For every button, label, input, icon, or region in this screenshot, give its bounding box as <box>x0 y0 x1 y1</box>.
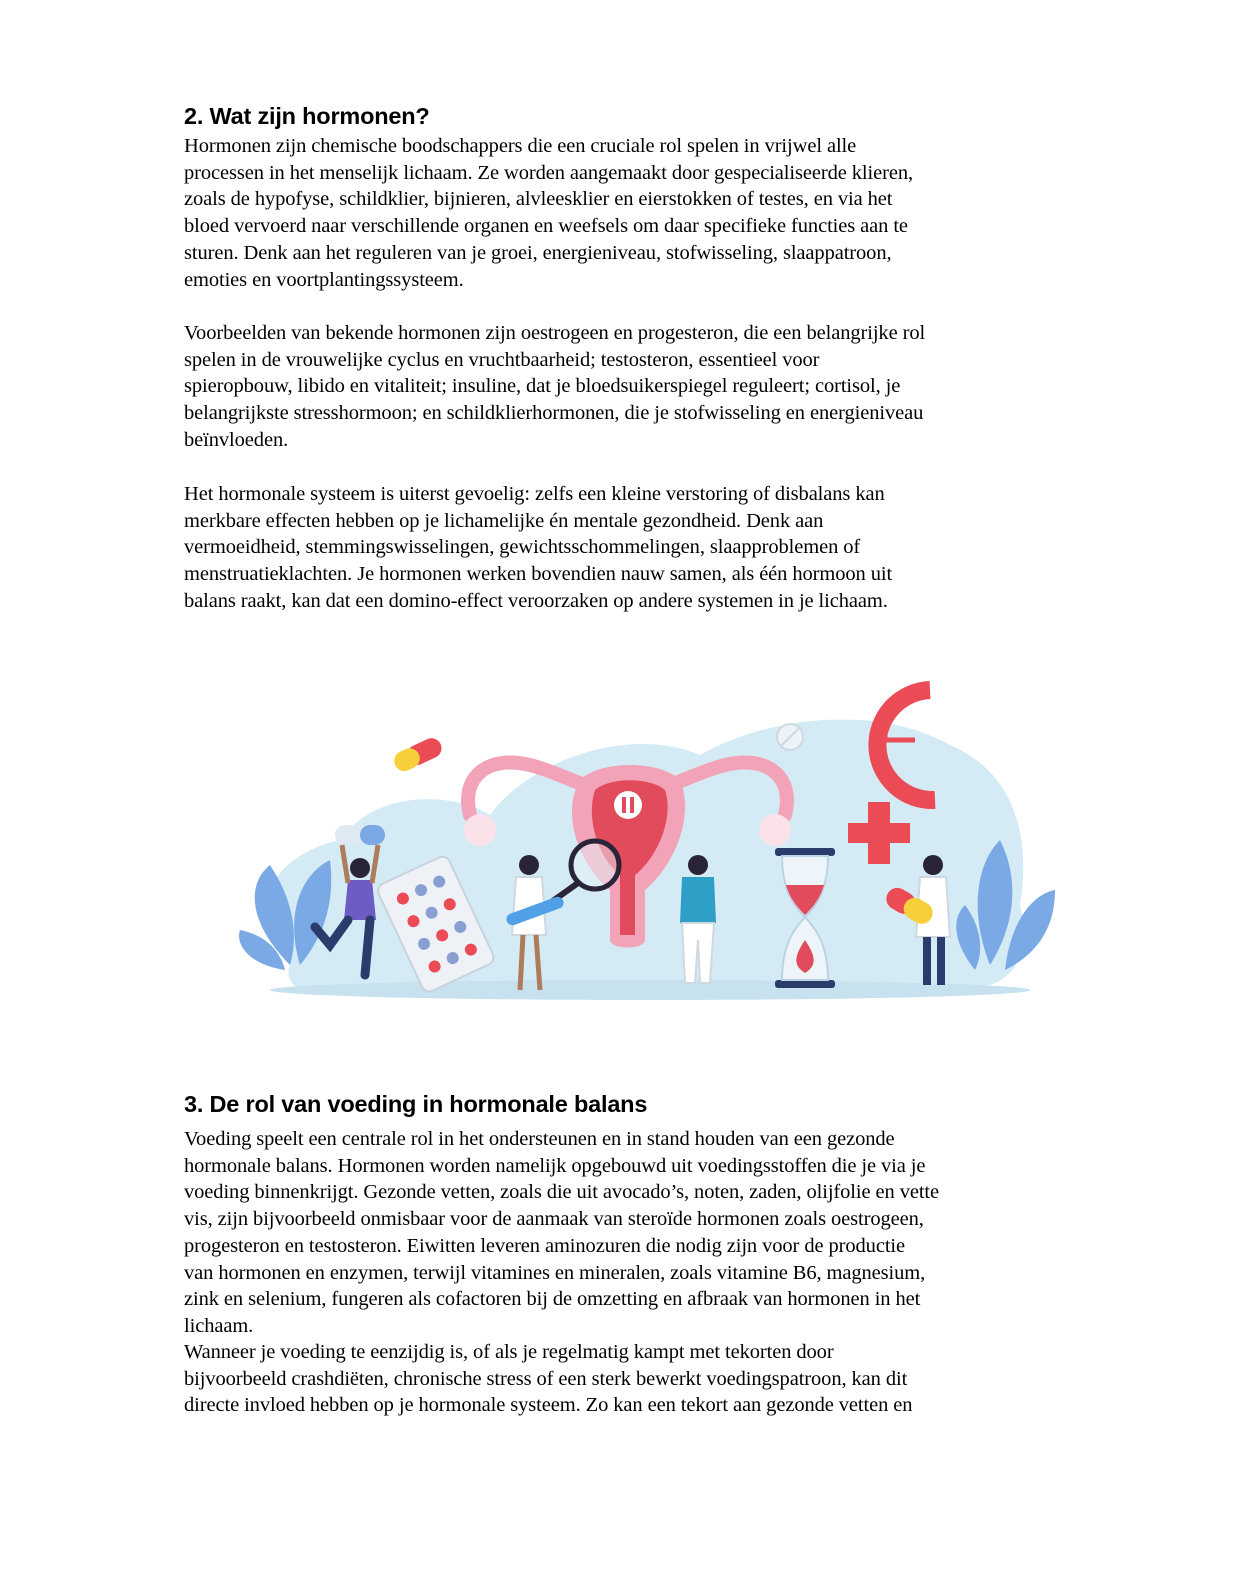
capsule-pill-icon <box>391 735 445 774</box>
hormones-illustration <box>230 665 1060 1010</box>
ground-shadow <box>270 980 1030 1000</box>
section-3-heading: 3. De rol van voeding in hormonale balans <box>184 1091 648 1117</box>
section-3-paragraph-1: Voeding speelt een centrale rol in het ondersteunen en in stand houden van een gezonde hormonale balans. Hormonen worden namelijk opgebouwd uit voedingsstoffen die je via je voeding binnenkrijgt. Gezonde vetten, zoals die uit avocado’s, noten, zaden, olijfolie en vette vis, zijn bijvoorbeeld onmisbaar voor de aanmaak van steroïde hormonen zoals oestrogeen, progesteron en testosteron. Eiwitten leveren aminozuren die nodig zijn voor de productie van hormonen en enzymen, terwijl vitamines en mineralen, zoals vitamine B6, magnesium, zink en selenium, fungeren als cofactoren bij de omzetting en afbraak van hormonen in het lichaam. <box>184 1128 940 1337</box>
section-2-paragraph-2: Voorbeelden van bekende hormonen zijn oestrogeen en progesteron, die een belangrijke rol spelen in de vrouwelijke cyclus en vruchtbaarheid; testosteron, essentieel voor spieropbouw, libido en vitaliteit; insuline, dat je bloedsuikerspiegel reguleert; cortisol, je belangrijkste stresshormoon; en schildklierhormonen, die je stofwisseling en energieniveau beïnvloeden. <box>184 322 926 451</box>
tablet-icon <box>777 724 803 750</box>
section-2-paragraph-3: Het hormonale systeem is uiterst gevoelig: zelfs een kleine verstoring of disbalans kan merkbare effecten hebben op je lichamelijke én mentale gezondheid. Denk aan vermoeidheid, stemmingswisselingen, gewichtsschommelingen, slaapproblemen of menstruatieklachten. Je hormonen werken bovendien nauw samen, als één hormoon uit balans raakt, kan dat een domino-effect veroorzaken op andere systemen in je lichaam. <box>184 483 893 612</box>
section-2-heading: 2. Wat zijn hormonen? <box>184 103 430 129</box>
section-3-paragraph-2: Wanneer je voeding te eenzijdig is, of als je regelmatig kampt met tekorten door bijvoorbeeld crashdiëten, chronische stress of een sterk bewerkt voedingspatroon, kan dit directe invloed hebben op je hormonale systeem. Zo kan een tekort aan gezonde vetten en <box>184 1341 913 1417</box>
section-2-paragraph-1: Hormonen zijn chemische boodschappers die een cruciale rol spelen in vrijwel alle processen in het menselijk lichaam. Ze worden aangemaakt door gespecialiseerde klieren, zoals de hypofyse, schildklier, bijnieren, alvleesklier en eierstokken of testes, en via het bloed vervoerd naar verschillende organen en weefsels om daar specifieke functies aan te sturen. Denk aan het reguleren van je groei, energieniveau, stofwisseling, slaappatroon, emoties en voortplantingssysteem. <box>184 135 914 291</box>
